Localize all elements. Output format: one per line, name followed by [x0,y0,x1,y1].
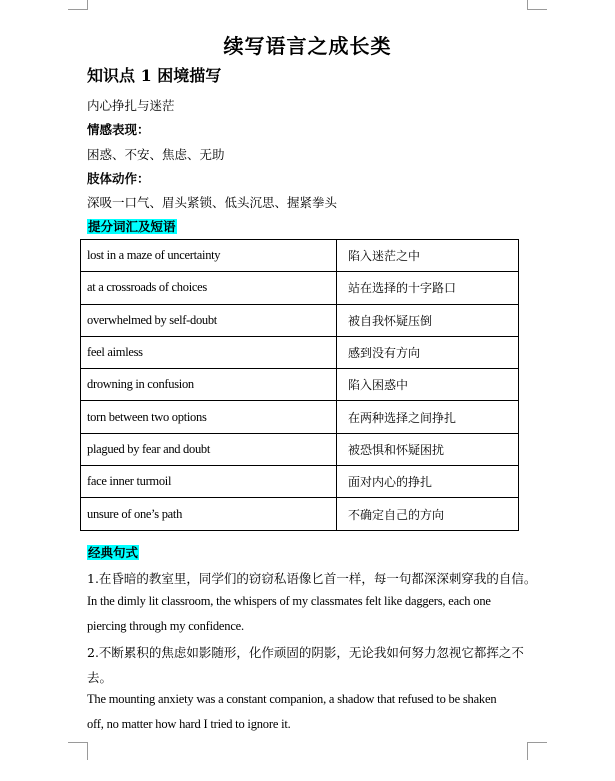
phrase-zh-cell: 站在选择的十字路口 [337,272,519,304]
body-text: 深吸一口气、眉头紧锁、低头沉思、握紧拳头 [87,195,338,210]
phrase-zh-cell: 陷入迷茫之中 [337,240,519,272]
vocab-label: 提分词汇及短语 [88,219,176,234]
table-row [81,498,519,530]
phrase-en-cell: overwhelmed by self-doubt [81,304,337,336]
phrase-en-cell: at a crossroads of choices [81,272,337,304]
phrase-zh-cell: 感到没有方向 [337,336,519,368]
sentence2-zh-line1: 2.不断累积的焦虑如影随形，化作顽固的阴影，无论我如何努力忽视它都挥之不 [87,645,524,660]
sentence1-zh: 1.在昏暗的教室里，同学们的窃窃私语像匕首一样，每一句都深深刺穿我的自信。 [87,571,537,586]
phrase-zh-cell: 不确定自己的方向 [337,498,519,530]
phrase-zh-cell: 被恐惧和怀疑困扰 [337,433,519,465]
crop-mark-bottom-right-h [527,742,547,743]
sentence2-zh-line2: 去。 [87,670,113,685]
phrase-table [80,239,519,531]
sentences-label: 经典句式 [88,545,139,560]
table-row [81,272,519,304]
crop-mark-top-right-v [527,0,528,10]
phrase-en-cell: feel aimless [81,336,337,368]
body-label: 肢体动作： [87,171,150,186]
table-row [81,466,519,498]
phrase-en-cell: torn between two options [81,401,337,433]
phrase-en-cell: face inner turmoil [81,466,337,498]
phrase-zh-cell: 在两种选择之间挣扎 [337,401,519,433]
table-row [81,401,519,433]
crop-mark-bottom-right-v [527,742,528,760]
phrase-zh-cell: 被自我怀疑压倒 [337,304,519,336]
table-row [81,240,519,272]
crop-mark-top-left-h [68,9,88,10]
subtitle: 内心挣扎与迷茫 [87,98,175,113]
vocab-label-line [87,217,177,235]
section-heading: 知识点 1 困境描写 [87,66,222,85]
table-row [81,369,519,401]
phrase-en-cell: drowning in confusion [81,369,337,401]
emotion-label: 情感表现： [87,122,150,137]
crop-mark-bottom-left-h [68,742,88,743]
crop-mark-top-left-v [87,0,88,10]
crop-mark-bottom-left-v [87,742,88,760]
phrase-en-cell: unsure of one’s path [81,498,337,530]
sentence2-en-line1: The mounting anxiety was a constant companion, a shadow that refused to be shaken [87,692,497,706]
phrase-en-cell: plagued by fear and doubt [81,433,337,465]
crop-mark-top-right-h [527,9,547,10]
sentence2-en-line2: off, no matter how hard I tried to ignore it. [87,717,291,731]
table-row [81,433,519,465]
sentences-label-line [87,543,139,561]
table-row [81,336,519,368]
emotion-text: 困惑、不安、焦虑、无助 [87,147,225,162]
document-title: 续写语言之成长类 [223,34,392,58]
sentence1-en-line1: In the dimly lit classroom, the whispers of my classmates felt like daggers, each one [87,594,491,608]
sentence1-en-line2: piercing through my confidence. [87,619,244,633]
phrase-en-cell: lost in a maze of uncertainty [81,240,337,272]
table-row [81,304,519,336]
phrase-zh-cell: 陷入困惑中 [337,369,519,401]
phrase-zh-cell: 面对内心的挣扎 [337,466,519,498]
